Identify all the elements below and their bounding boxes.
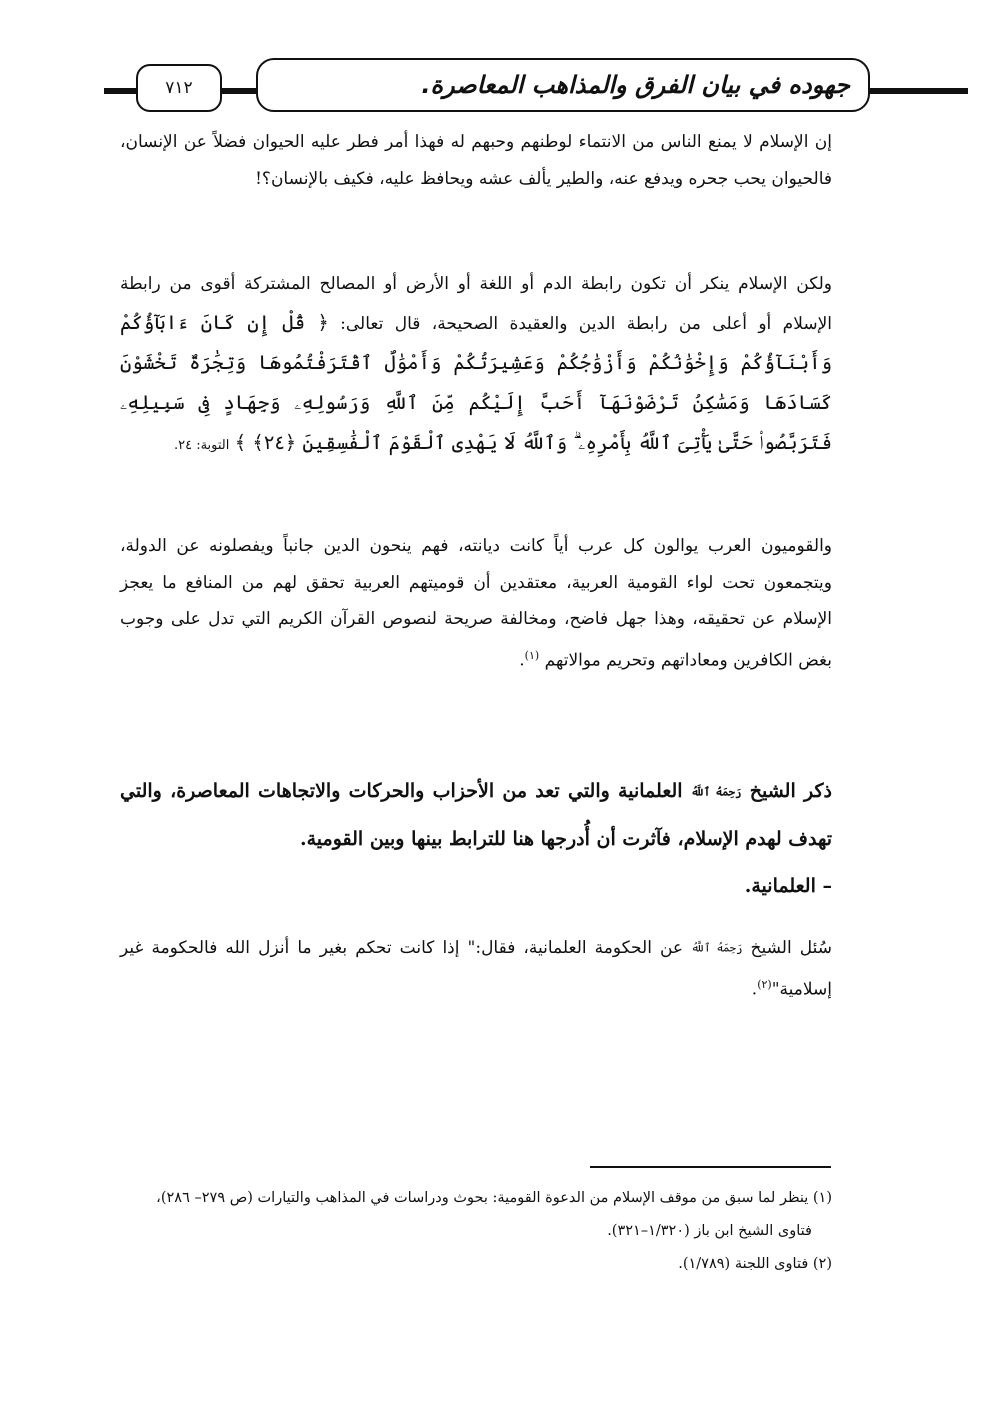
footnote-ref-2: (٢) — [757, 977, 772, 991]
paragraph-2 — [120, 266, 832, 464]
section-heading-rest: العلمانية والتي تعد من الأحزاب والحركات والاتجاهات المعاصرة، والتي تهدف لهدم الإسلام، فآثرت أن أُدرجها هنا للترابط بينها وبين القومية. — [120, 780, 832, 850]
footnote-1: (١) ينظر لما سبق من موقف الإسلام من الدعوة القومية: بحوث ودراسات في المذاهب والتيارات (ص ٢٧٩– ٢٨٦)، — [156, 1190, 832, 1206]
running-title — [256, 58, 870, 112]
footnote-2: (٢) فتاوى اللجنة (١/٧٨٩). — [678, 1256, 832, 1272]
honorific-1: رَحِمَهُ ٱللَّهُ — [690, 785, 742, 799]
footnote-separator — [590, 1166, 831, 1168]
paragraph-4-start: سُئل الشيخ — [750, 938, 833, 958]
footnote-ref-1: (١) — [524, 648, 540, 662]
subheading: – العلمانية. — [744, 874, 832, 897]
paragraph-4: سُئل الشيخ رَحِمَهُ ٱللَّهُ عن الحكومة العلمانية، فقال:" إذا كانت تحكم بغير ما أنزل الله فالحكومة غير إسلامية"$^{(٢)}$. — [120, 938, 833, 1000]
paragraph-2-intro: ولكن الإسلام ينكر أن تكون رابطة الدم أو اللغة أو الأرض أو المصالح المشتركة أقوى من رابطة الإسلام أو أعلى من رابطة الدين والعقيدة الصحيحة، قال تعالى: — [120, 274, 833, 334]
paragraph-3-block — [120, 528, 832, 679]
section-heading-block — [120, 768, 832, 910]
paragraph-4-block — [120, 930, 832, 1008]
running-title-text: جهوده في بيان الفرق والمذاهب المعاصرة. — [421, 71, 850, 99]
page-number-text: ٧١٢ — [165, 78, 193, 98]
paragraph-1-block — [120, 124, 832, 197]
paragraph-2-block — [120, 266, 832, 464]
paragraph-1: إن الإسلام لا يمنع الناس من الانتماء لوطنهم وحبهم له فهذا أمر فطر عليه الحيوان فضلاً عن الإنسان، فالحيوان يحب جحره ويدفع عنه، والطير يألف عشه ويحافظ عليه، فكيف بالإنسان؟! — [120, 132, 832, 189]
honorific-2: رَحِمَهُ ٱللَّهُ — [691, 941, 743, 955]
section-heading — [120, 768, 832, 863]
section-heading-start: ذكر الشيخ — [749, 780, 832, 802]
quran-reference: التوبة: ٢٤. — [173, 437, 230, 453]
page-number — [136, 64, 222, 112]
running-header — [104, 58, 968, 120]
paragraph-4-rest: عن الحكومة العلمانية، فقال:" إذا كانت تحكم بغير ما أنزل الله فالحكومة غير إسلامية" — [120, 938, 832, 1000]
footnotes — [120, 1182, 832, 1281]
paragraph-3: والقوميون العرب يوالون كل عرب أياً كانت ديانته، فهم ينحون الدين جانباً ويفصلونه عن الدولة، ويتجمعون تحت لواء القومية العربية، معتقدين أن قوميتهم العربية تحقق لهم من المنافع ما يعجز الإسلام عن تحقيقه، وهذا جهل فاضح، ومخالفة صريحة لنصوص القرآن الكريم التي تدل على وجوب بغض الكافرين ومعاداتهم وتحريم موالاتهم $^{(١)}$. — [120, 536, 832, 671]
paragraph-3-text: والقوميون العرب يوالون كل عرب أياً كانت ديانته، فهم ينحون الدين جانباً ويفصلونه عن الدولة، ويتجمعون تحت لواء القومية العربية، معتقدين أن قوميتهم العربية تحقق لهم من المنافع ما يعجز الإسلام عن تحقيقه، وهذا جهل فاضح، ومخالفة صريحة لنصوص القرآن الكريم التي تدل على وجوب بغض الكافرين ومعاداتهم وتحريم موالاتهم — [120, 536, 832, 671]
quran-verse: ﴿ قُلْ إِن كَانَ ءَابَآؤُكُمْ وَأَبْنَآؤُكُمْ وَإِخْوَٰنُكُمْ وَأَزْوَٰجُكُمْ وَعَشِيرَتُكُمْ وَأَمْوَٰلٌ ٱقْتَرَفْتُمُوهَا وَتِجَٰرَةٌ تَخْشَوْنَ كَسَادَهَا وَمَسَٰكِنُ تَرْضَوْنَهَآ أَحَبَّ إِلَيْكُم مِّنَ ٱللَّهِ وَرَسُولِهِۦ وَجِهَادٍ فِى سَبِيلِهِۦ فَتَرَبَّصُوا۟ حَتَّىٰ يَأْتِىَ ٱللَّهُ بِأَمْرِهِۦ ۗ وَٱللَّهُ لَا يَهْدِى ٱلْقَوْمَ ٱلْفَٰسِقِينَ ﴿٢٤﴾ ﴾ — [120, 310, 832, 454]
footnote-1-continued: فتاوى الشيخ ابن باز (١/٣٢٠–٣٢١). — [607, 1223, 812, 1239]
